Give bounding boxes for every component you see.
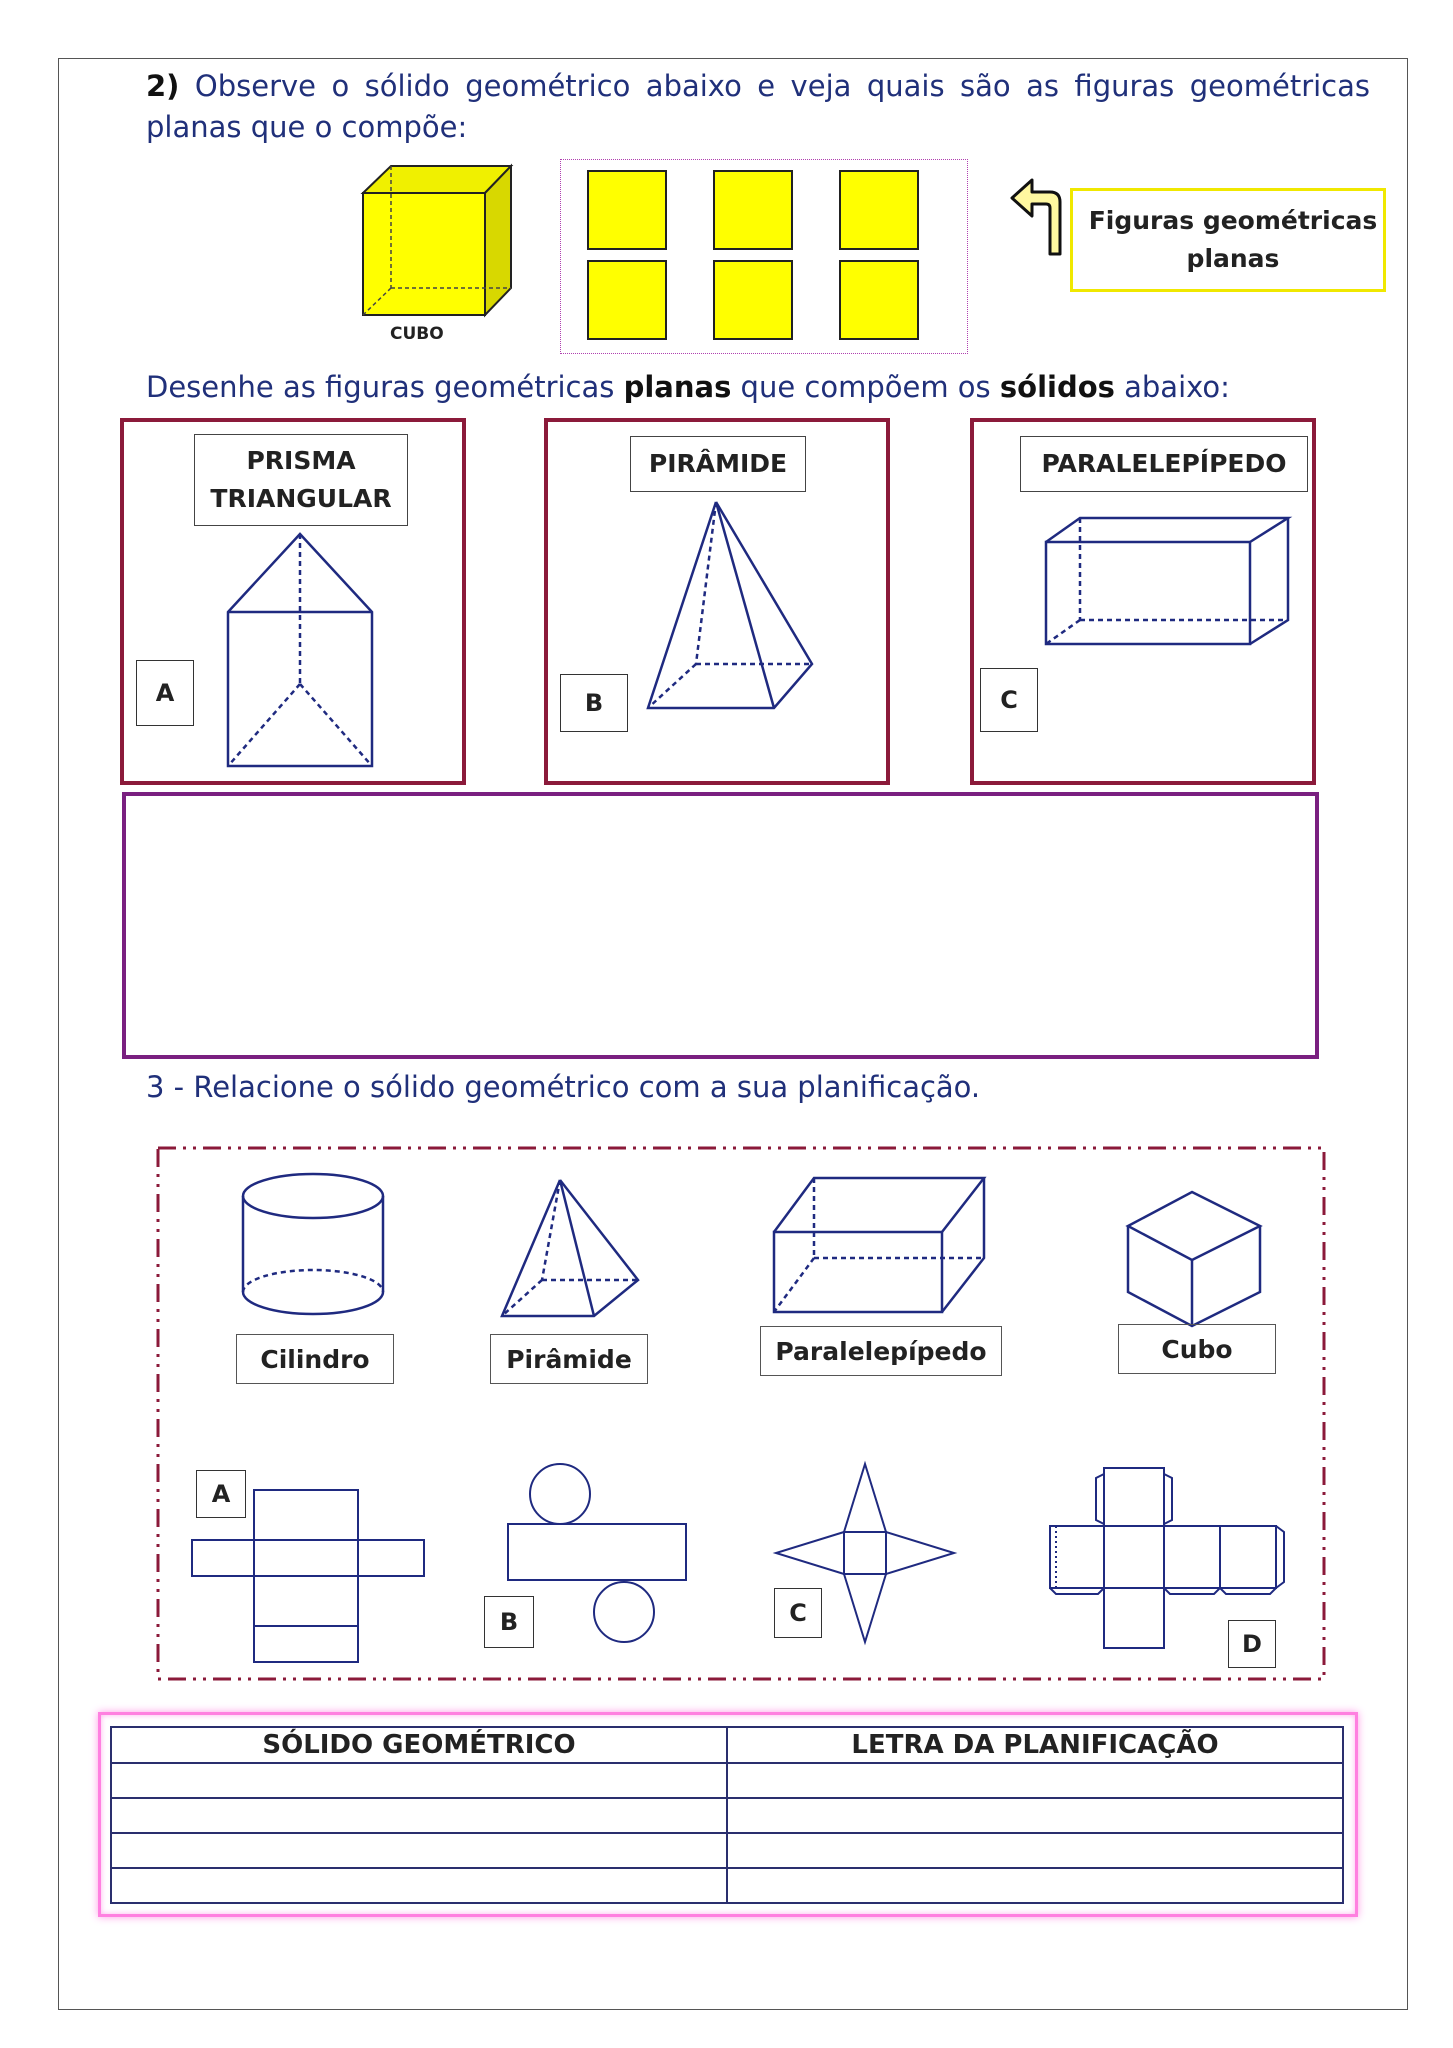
answer-table [110,1726,1344,1904]
question-2-statement: Observe o sólido geométrico abaixo e veja quais são as figuras geométricas planas que o compõe: [146,69,1370,144]
solid-title-pyramid: PIRÂMIDE [630,436,806,492]
table-row [111,1868,1343,1903]
instruction-text: abaixo: [1114,370,1230,404]
header-letter: LETRA DA PLANIFICAÇÃO [727,1727,1343,1763]
cube-caption: CUBO [390,324,444,344]
instruction-bold-planas: planas [623,370,732,404]
instruction-bold-solidos: sólidos [999,370,1115,404]
flat-figures-label: Figuras geométricas planas [1070,188,1386,292]
answer-cell-letter[interactable] [727,1763,1343,1798]
pyramid-small-drawing [498,1176,648,1326]
answer-cell-solid[interactable] [111,1763,727,1798]
square-face [713,170,793,250]
answer-cell-letter[interactable] [727,1833,1343,1868]
net-b-cylinder-drawing [506,1462,696,1648]
net-c-pyramid-drawing [772,1460,962,1646]
instruction-text: Desenhe as figuras geométricas [146,370,624,404]
letter-b-box: B [560,674,628,732]
net-letter-c: C [774,1588,822,1638]
net-letter-d: D [1228,1620,1276,1668]
table-row [111,1798,1343,1833]
instruction-text: que compõem os [731,370,1000,404]
square-face [587,170,667,250]
pyramid-drawing [640,500,820,716]
header-solid: SÓLIDO GEOMÉTRICO [111,1727,727,1763]
question-2-number: 2) [146,69,180,103]
letter-c-box: C [980,668,1038,732]
question-2-text [146,66,1370,148]
triangular-prism-drawing [220,530,380,770]
square-face [713,260,793,340]
net-letter-a: A [196,1470,246,1518]
letter-a-box: A [136,660,194,726]
cube-small-drawing [1124,1188,1274,1328]
answer-cell-solid[interactable] [111,1868,727,1903]
answer-cell-letter[interactable] [727,1798,1343,1833]
label-cilindro: Cilindro [236,1334,394,1384]
label-paralelepipedo: Paralelepípedo [760,1326,1002,1376]
table-row [111,1833,1343,1868]
square-face [587,260,667,340]
parallelepiped-small-drawing [770,1172,1000,1322]
table-row [111,1763,1343,1798]
net-letter-b: B [484,1596,534,1648]
answer-cell-solid[interactable] [111,1798,727,1833]
label-cubo: Cubo [1118,1324,1276,1374]
answer-cell-solid[interactable] [111,1833,727,1868]
square-face [839,260,919,340]
drawing-area[interactable] [122,792,1319,1059]
label-piramide: Pirâmide [490,1334,648,1384]
square-face [839,170,919,250]
yellow-cube-icon [355,160,515,320]
answer-cell-letter[interactable] [727,1868,1343,1903]
solid-title-parallelepiped: PARALELEPÍPEDO [1020,436,1308,492]
cube-faces-box [560,159,968,354]
solid-title-prism: PRISMA TRIANGULAR [194,434,408,526]
table-header-row [111,1727,1343,1763]
net-a-cuboid-drawing [190,1488,430,1668]
parallelepiped-drawing [1040,512,1300,652]
question-3-text: 3 - Relacione o sólido geométrico com a sua planificação. [146,1070,981,1104]
cylinder-drawing [240,1170,390,1320]
draw-instruction [146,370,1230,404]
